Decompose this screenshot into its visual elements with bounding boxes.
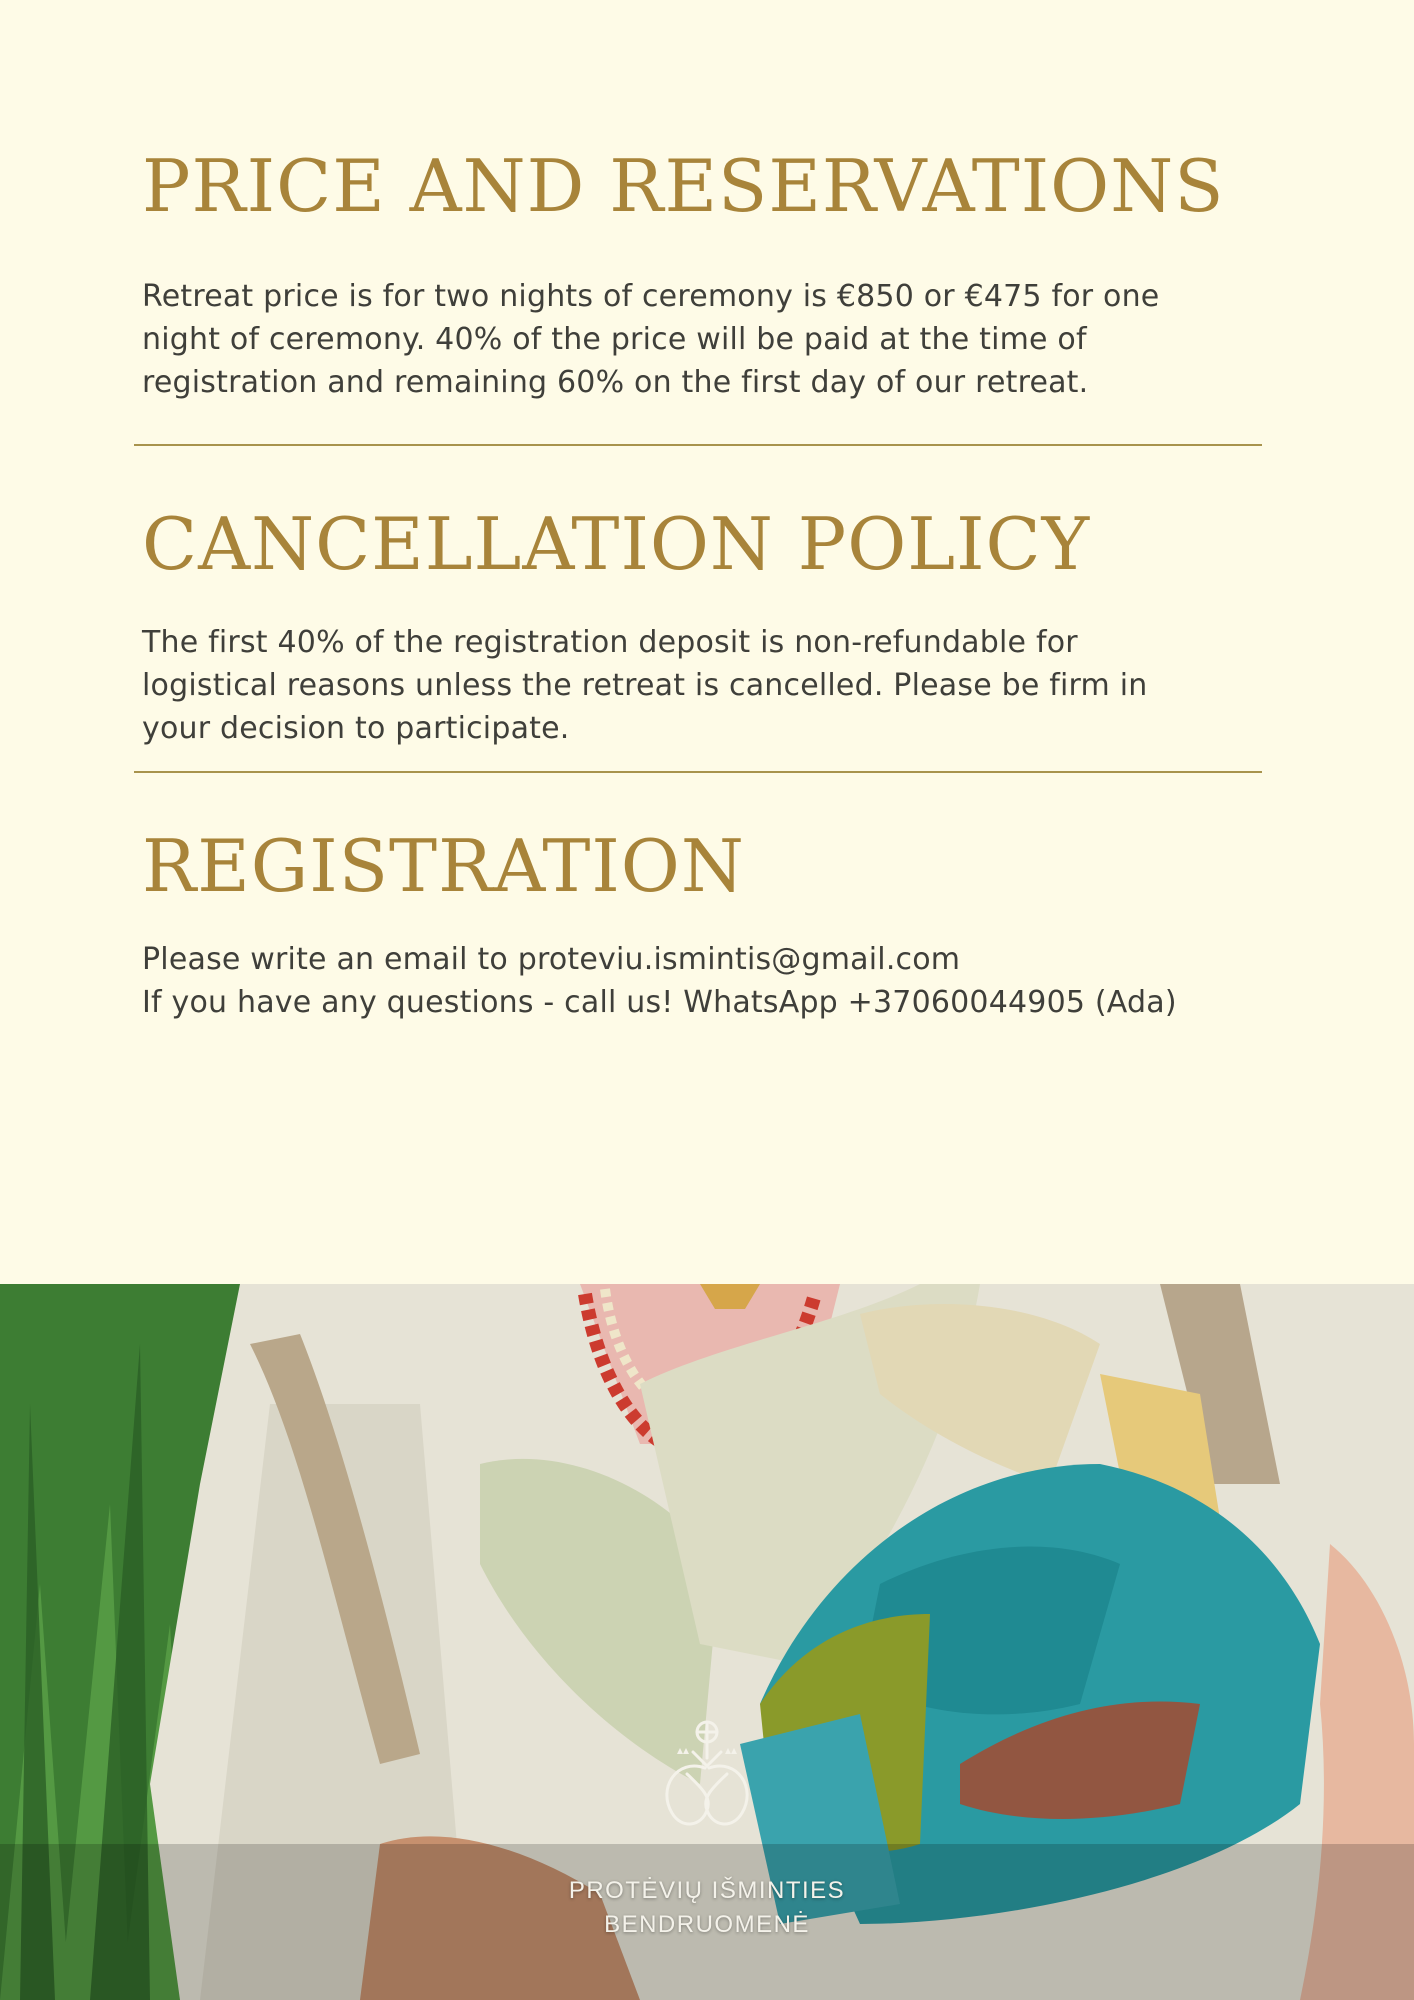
cancellation-paragraph	[142, 621, 1262, 750]
brand-line: BENDRUOMENĖ	[604, 1911, 810, 1938]
cancellation-section	[142, 502, 1262, 586]
community-brand-name	[457, 1874, 957, 1942]
cancellation-line: logistical reasons unless the retreat is cancelled. Please be firm in	[142, 668, 1148, 703]
community-emblem-icon	[647, 1718, 767, 1838]
cancellation-line: The first 40% of the registration deposit is non-refundable for	[142, 625, 1078, 660]
registration-phone-line: If you have any questions - call us! WhatsApp +37060044905 (Ada)	[142, 985, 1177, 1020]
price-text-block	[142, 275, 1262, 404]
price-line: registration and remaining 60% on the first day of our retreat.	[142, 365, 1089, 400]
registration-paragraph	[142, 938, 1262, 1024]
registration-section	[142, 824, 1262, 908]
price-line: Retreat price is for two nights of ceremony is €850 or €475 for one	[142, 279, 1160, 314]
price-line: night of ceremony. 40% of the price will be paid at the time of	[142, 322, 1087, 357]
registration-heading: REGISTRATION	[142, 824, 745, 908]
registration-text-block	[142, 938, 1262, 1024]
price-heading: PRICE AND RESERVATIONS	[142, 144, 1225, 228]
brand-line: PROTĖVIŲ IŠMINTIES	[568, 1877, 846, 1904]
price-paragraph	[142, 275, 1262, 404]
section-divider	[134, 771, 1262, 773]
cancellation-heading: CANCELLATION POLICY	[142, 502, 1091, 586]
section-divider	[134, 444, 1262, 446]
price-section	[142, 144, 1262, 228]
cancellation-text-block	[142, 621, 1262, 750]
cancellation-line: your decision to participate.	[142, 711, 570, 746]
registration-email-line: Please write an email to proteviu.ismintis@gmail.com	[142, 942, 961, 977]
